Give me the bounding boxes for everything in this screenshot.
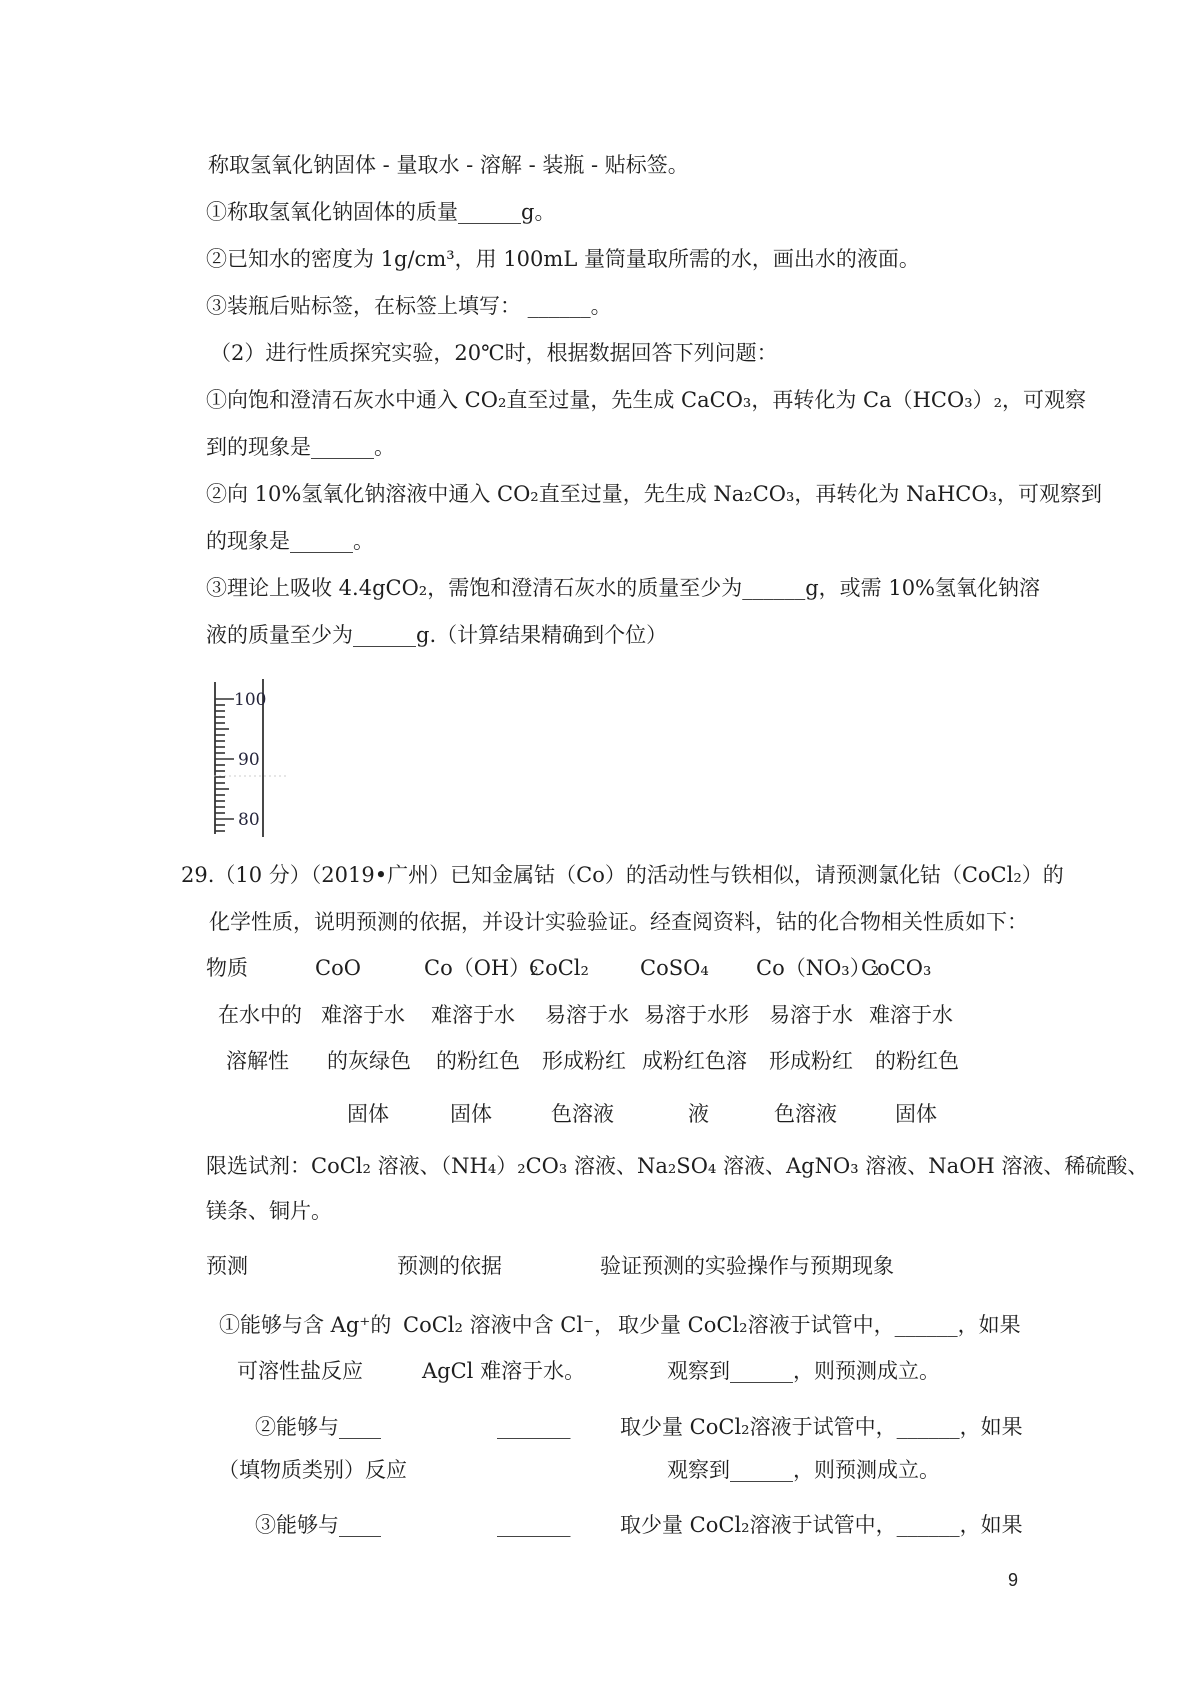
solubility-cell: 固体	[895, 1102, 937, 1126]
q28-part2-heading: （2）进行性质探究实验，20℃时，根据数据回答下列问题：	[210, 341, 778, 365]
solubility-cell: 形成粉红	[769, 1049, 853, 1073]
prediction-cell: 可溶性盐反应	[237, 1359, 363, 1383]
q28-procedure-line: 称取氢氧化钠固体 - 量取水 - 溶解 - 装瓶 - 贴标签。	[208, 153, 689, 177]
solubility-cell: 易溶于水	[545, 1003, 629, 1027]
solubility-cell: 色溶液	[774, 1102, 837, 1126]
prediction-header-cell: 预测	[206, 1254, 248, 1278]
q28-step2-line: ②已知水的密度为 1g/cm³，用 100mL 量筒量取所需的水，画出水的液面。	[206, 247, 920, 271]
solubility-cell: 形成粉红	[542, 1049, 626, 1073]
solubility-cell: Co（NO₃）₂	[756, 956, 880, 980]
solubility-cell: 溶解性	[226, 1049, 289, 1073]
solubility-cell: 物质	[206, 956, 248, 980]
solubility-cell: 易溶于水	[769, 1003, 853, 1027]
prediction-header-cell: 预测的依据	[397, 1254, 502, 1278]
solubility-cell: 难溶于水	[431, 1003, 515, 1027]
cylinder-label-80: 80	[238, 810, 260, 830]
prediction-header-cell: 验证预测的实验操作与预期现象	[600, 1254, 894, 1278]
solubility-cell: 的粉红色	[875, 1049, 959, 1073]
prediction-cell: 观察到______，则预测成立。	[667, 1359, 940, 1383]
page-number: 9	[1008, 1570, 1019, 1590]
solubility-cell: 固体	[450, 1102, 492, 1126]
solubility-cell: CoCO₃	[861, 956, 932, 980]
prediction-cell: 取少量 CoCl₂溶液于试管中，______，如果	[620, 1415, 1023, 1439]
solubility-cell: 固体	[347, 1102, 389, 1126]
q28-sub3-line1: ③理论上吸收 4.4gCO₂，需饱和澄清石灰水的质量至少为______g，或需 10%氢氧化钠溶	[206, 576, 1041, 600]
prediction-cell: 取少量 CoCl₂溶液于试管中，______，如果	[618, 1313, 1021, 1337]
q29-stem-line1: 29.（10 分）（2019•广州）已知金属钴（Co）的活动性与铁相似，请预测氯化钴（CoCl₂）的	[181, 863, 1064, 887]
prediction-cell: ①能够与含 Ag⁺的	[219, 1313, 392, 1337]
solubility-cell: 难溶于水	[869, 1003, 953, 1027]
solubility-cell: 液	[688, 1102, 709, 1126]
q28-sub1-line1: ①向饱和澄清石灰水中通入 CO₂直至过量，先生成 CaCO₃，再转化为 Ca（HCO₃）₂，可观察	[206, 388, 1087, 412]
prediction-cell: AgCl 难溶于水。	[422, 1359, 586, 1383]
solubility-cell: 的灰绿色	[327, 1049, 411, 1073]
q29-stem-line2: 化学性质，说明预测的依据，并设计实验验证。经查阅资料，钴的化合物相关性质如下：	[209, 910, 1028, 934]
solubility-cell: 易溶于水形	[644, 1003, 749, 1027]
prediction-cell: 观察到______，则预测成立。	[667, 1458, 940, 1482]
reagents-line2: 镁条、铜片。	[206, 1199, 332, 1223]
q28-step3-line: ③装瓶后贴标签，在标签上填写： ______。	[206, 294, 612, 318]
q28-sub3-line2: 液的质量至少为______g.（计算结果精确到个位）	[206, 623, 668, 647]
solubility-cell: CoCl₂	[529, 956, 589, 980]
prediction-cell: _______	[497, 1415, 571, 1439]
solubility-cell: 的粉红色	[436, 1049, 520, 1073]
cylinder-label-100: 100	[234, 690, 267, 710]
solubility-cell: 在水中的	[218, 1003, 302, 1027]
solubility-cell: 难溶于水	[321, 1003, 405, 1027]
prediction-cell: ③能够与____	[255, 1513, 381, 1537]
graduated-cylinder-figure	[212, 676, 292, 840]
q28-sub1-line2: 到的现象是______。	[206, 435, 395, 459]
prediction-cell: ②能够与____	[255, 1415, 381, 1439]
q28-step1-line: ①称取氢氧化钠固体的质量______g。	[206, 200, 556, 224]
prediction-cell: 取少量 CoCl₂溶液于试管中，______，如果	[620, 1513, 1023, 1537]
solubility-cell: 色溶液	[551, 1102, 614, 1126]
q28-sub2-line2: 的现象是______。	[206, 529, 374, 553]
prediction-cell: _______	[497, 1513, 571, 1537]
solubility-cell: CoSO₄	[640, 956, 709, 980]
prediction-cell: （填物质类别）反应	[218, 1458, 407, 1482]
cylinder-ticks	[215, 699, 234, 831]
prediction-cell: CoCl₂ 溶液中含 Cl⁻，	[403, 1313, 616, 1337]
solubility-cell: CoO	[315, 956, 361, 980]
solubility-cell: Co（OH）₂	[424, 956, 539, 980]
reagents-line1: 限选试剂：CoCl₂ 溶液、（NH₄）₂CO₃ 溶液、Na₂SO₄ 溶液、AgNO₃ 溶液、NaOH 溶液、稀硫酸、	[206, 1154, 1149, 1178]
cylinder-label-90: 90	[238, 750, 260, 770]
solubility-cell: 成粉红色溶	[642, 1049, 747, 1073]
q28-sub2-line1: ②向 10%氢氧化钠溶液中通入 CO₂直至过量，先生成 Na₂CO₃，再转化为 NaHCO₃，可观察到	[206, 482, 1103, 506]
